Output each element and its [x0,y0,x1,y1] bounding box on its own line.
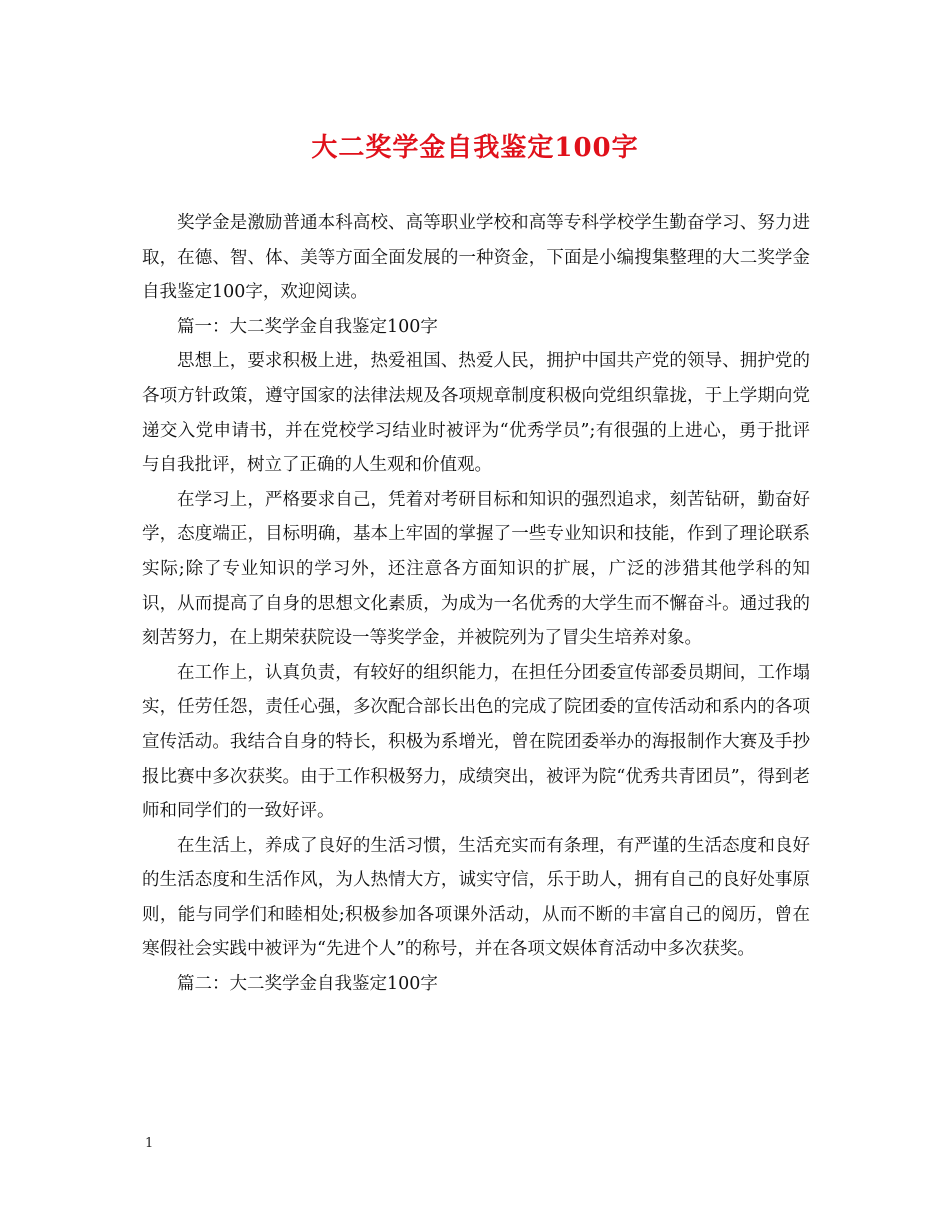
paragraph-study: 在学习上，严格要求自己，凭着对考研目标和知识的强烈追求，刻苦钻研，勤奋好学，态度端正，目标明确，基本上牢固的掌握了一些专业知识和技能，作到了理论联系实际;除了专业知识的学习外，还注意各方面知识的扩展，广泛的涉猎其他学科的知识，从而提高了自身的思想文化素质，为成为一名优秀的大学生而不懈奋斗。通过我的刻苦努力，在上期荣获院设一等奖学金，并被院列为了冒尖生培养对象。 [142,489,810,649]
paragraph-work: 在工作上，认真负责，有较好的组织能力，在担任分团委宣传部委员期间，工作塌实，任劳任怨，责任心强，多次配合部长出色的完成了院团委的宣传活动和系内的各项宣传活动。我结合自身的特长，积极为系增光，曾在院团委举办的海报制作大赛及手抄报比赛中多次获奖。由于工作积极努力，成绩突出，被评为院“优秀共青团员”，得到老师和同学们的一致好评。 [142,662,810,822]
document-title: 大二奖学金自我鉴定100字 [311,133,639,163]
section-heading-part-one: 篇一：大二奖学金自我鉴定100字 [177,316,438,337]
document-body [142,206,810,1002]
intro-paragraph: 奖学金是激励普通本科高校、高等职业学校和高等专科学校学生勤奋学习、努力进取，在德、智、体、美等方面全面发展的一种资金，下面是小编搜集整理的大二奖学金自我鉴定100字，欢迎阅读。 [142,213,810,303]
page-number: 1 [145,1136,154,1151]
paragraph-life: 在生活上，养成了良好的生活习惯，生活充实而有条理，有严谨的生活态度和良好的生活态度和生活作风，为人热情大方，诚实守信，乐于助人，拥有自己的良好处事原则，能与同学们和睦相处;积极参加各项课外活动，从而不断的丰富自己的阅历，曾在寒假社会实践中被评为“先进个人”的称号，并在各项文娱体育活动中多次获奖。 [142,835,810,960]
paragraph-ideology: 思想上，要求积极上进，热爱祖国、热爱人民，拥护中国共产党的领导、拥护党的各项方针政策，遵守国家的法律法规及各项规章制度积极向党组织靠拢，于上学期向党递交入党申请书，并在党校学习结业时被评为“优秀学员”;有很强的上进心，勇于批评与自我批评，树立了正确的人生观和价值观。 [142,351,810,476]
section-heading-part-two: 篇二：大二奖学金自我鉴定100字 [177,974,438,995]
